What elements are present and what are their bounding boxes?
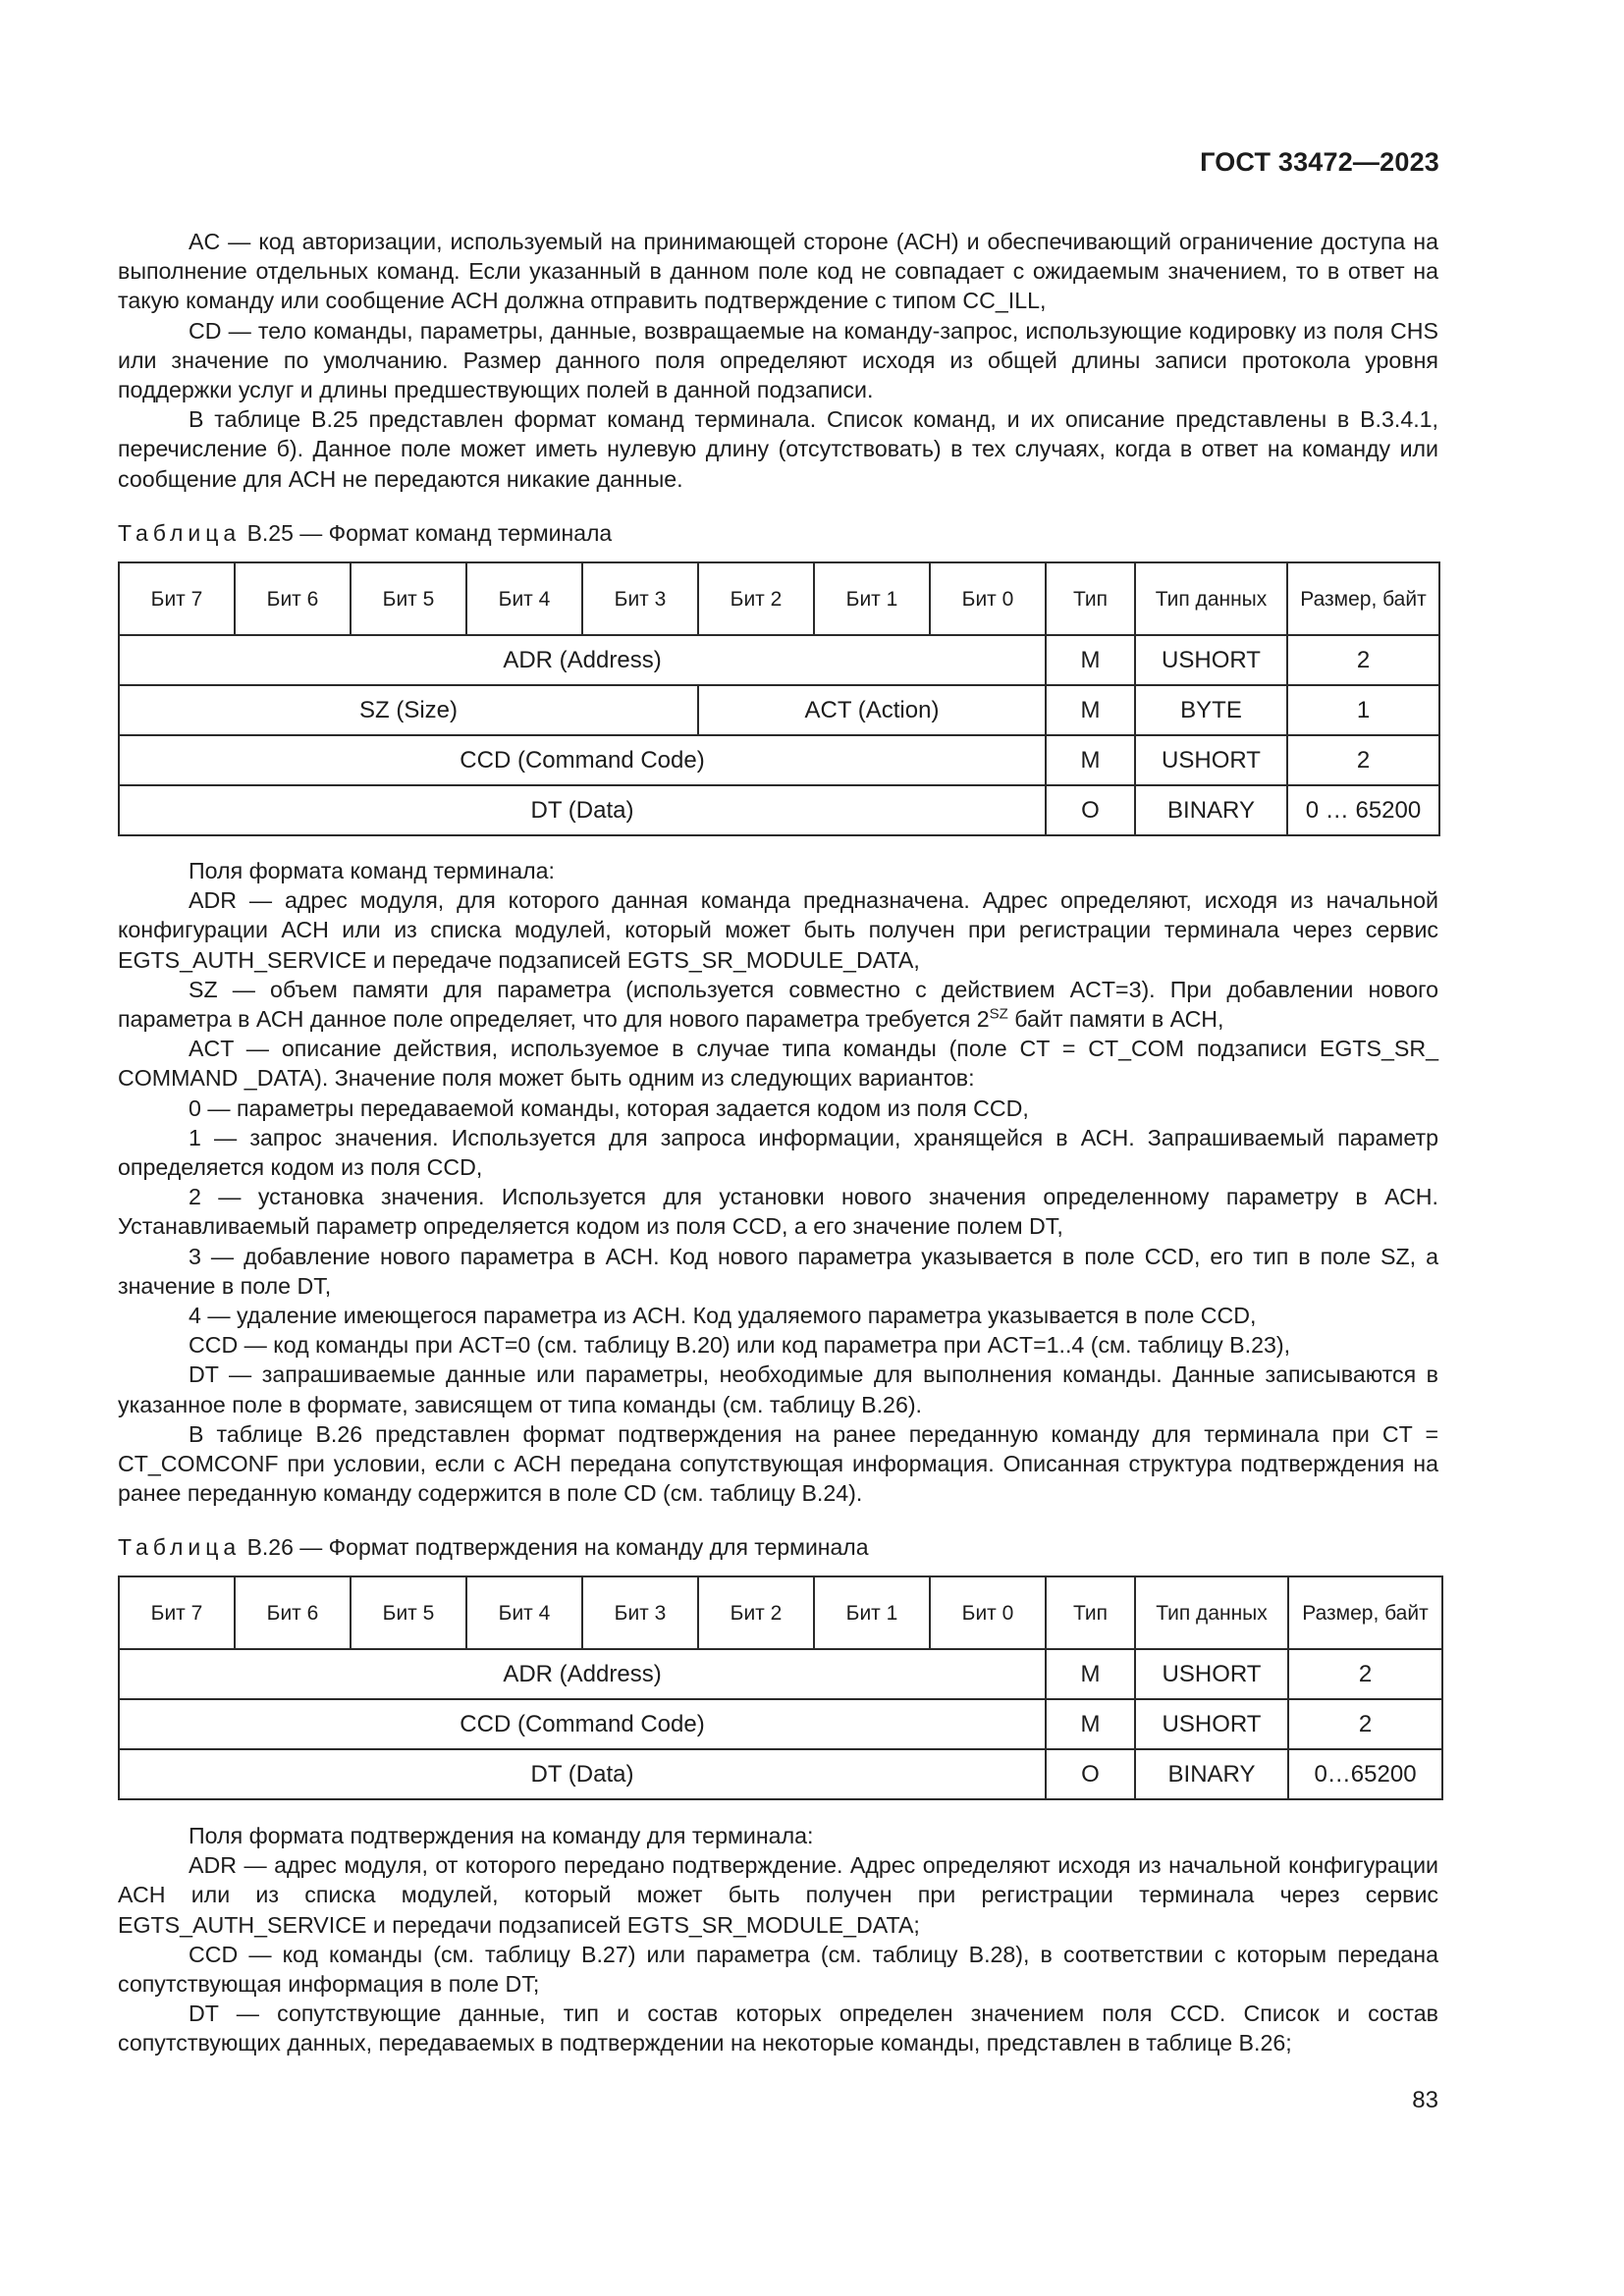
table-row [119, 685, 1439, 735]
data-type-cell: BINARY [1135, 1749, 1288, 1799]
fields-26-title: Поля формата подтверждения на команду для терминала: [189, 1823, 814, 1848]
table-26-caption-word: Таблица [118, 1534, 242, 1560]
type-cell: M [1046, 1699, 1135, 1749]
table-26-caption-text: В.26 — Формат подтверждения на команду для терминала [246, 1534, 869, 1560]
sz-superscript: SZ [989, 1005, 1008, 1023]
type-cell: M [1046, 1649, 1135, 1699]
size-cell: 0…65200 [1288, 1749, 1442, 1799]
header-cell: Бит 3 [582, 562, 698, 635]
header-cell: Бит 6 [235, 562, 351, 635]
table-25-caption-word: Таблица [118, 520, 242, 546]
field-cell: DT (Data) [119, 1749, 1046, 1799]
paragraph-ccd: CCD — код команды при ACT=0 (см. таблицу В.20) или код параметра при ACT=1..4 (см. таблицу В.23), [189, 1332, 1291, 1359]
header-cell: Бит 6 [235, 1576, 351, 1649]
paragraph-cd: CD — тело команды, параметры, данные, возвращаемые на команду-запрос, использующие кодировку из поля CHS или значение по умолчанию. Размер данного поля определяют исходя из общей длины записи протокола уровня поддержки услуг и длины предшествующих полей в данной подзаписи. [118, 317, 1438, 403]
header-cell: Размер, байт [1287, 562, 1439, 635]
header-cell: Тип [1046, 1576, 1135, 1649]
paragraph-act-4: 4 — удаление имеющегося параметра из АСН. Код удаляемого параметра указывается в поле CCD, [189, 1303, 1257, 1329]
paragraph-adr: ADR — адрес модуля, для которого данная команда предназначена. Адрес определяют, исходя из начальной конфигурации АСН или из списка модулей, который может быть получен при регистрации терминала через сервис EGTS_AUTH_SERVICE и передаче подзаписей EGTS_SR_MODULE_DATA, [118, 887, 1438, 973]
paragraph-ccd-26: CCD — код команды (см. таблицу В.27) или параметра (см. таблицу В.28), в соответствии с которым передана сопутствующая информация в поле DT; [118, 1941, 1438, 1998]
document-code-header: ГОСТ 33472—2023 [1200, 147, 1439, 177]
field-cell: ADR (Address) [119, 635, 1046, 685]
sz-text-end: байт памяти в АСН, [1007, 1006, 1224, 1033]
table-26-header-row [119, 1576, 1442, 1649]
table-25-header-row [119, 562, 1439, 635]
paragraph-act-2: 2 — установка значения. Используется для установки нового значения определенному параметру в АСН. Устанавливаемый параметр определяется кодом из поля CCD, а его значение полем DT, [118, 1184, 1438, 1240]
table-row [119, 635, 1439, 685]
header-cell: Бит 0 [930, 1576, 1046, 1649]
header-cell: Бит 4 [466, 562, 582, 635]
header-cell: Бит 0 [930, 562, 1046, 635]
header-cell: Бит 1 [814, 562, 930, 635]
header-cell: Бит 1 [814, 1576, 930, 1649]
intro-text [118, 227, 1438, 494]
size-cell: 2 [1288, 1649, 1442, 1699]
fields-25-title: Поля формата команд терминала: [189, 858, 556, 883]
data-type-cell: BYTE [1135, 685, 1287, 735]
field-cell: ADR (Address) [119, 1649, 1046, 1699]
table-26-caption [118, 1534, 869, 1561]
type-cell: M [1046, 685, 1135, 735]
sz-text: SZ — объем памяти для параметра (используется совместно с действием ACT=3). При добавлении нового параметра в АСН данное поле определяет, что для нового параметра требуется 2 [118, 976, 1438, 1033]
header-cell: Бит 2 [698, 562, 814, 635]
paragraph-sz [118, 975, 1438, 1034]
data-type-cell: USHORT [1135, 735, 1287, 785]
data-type-cell: USHORT [1135, 1699, 1288, 1749]
header-cell: Размер, байт [1288, 1576, 1442, 1649]
table-25-fields-text [118, 856, 1438, 1508]
size-cell: 2 [1287, 635, 1439, 685]
table-row [119, 735, 1439, 785]
size-cell: 0 … 65200 [1287, 785, 1439, 835]
data-type-cell: USHORT [1135, 1649, 1288, 1699]
size-cell: 1 [1287, 685, 1439, 735]
field-cell: ACT (Action) [698, 685, 1046, 735]
header-cell: Бит 5 [351, 562, 466, 635]
data-type-cell: BINARY [1135, 785, 1287, 835]
paragraph-dt-26: DT — сопутствующие данные, тип и состав которых определен значением поля CCD. Список и состав сопутствующих данных, передаваемых в подтверждении на некоторые команды, представлен в таблице В.26; [118, 2001, 1438, 2056]
table-row [119, 1649, 1442, 1699]
field-cell: CCD (Command Code) [119, 1699, 1046, 1749]
type-cell: O [1046, 785, 1135, 835]
table-25-caption [118, 520, 612, 547]
field-cell: CCD (Command Code) [119, 735, 1046, 785]
paragraph-act-0: 0 — параметры передаваемой команды, которая задается кодом из поля CCD, [189, 1095, 1029, 1121]
paragraph-table-26-intro: В таблице В.26 представлен формат подтверждения на ранее переданную команду для терминала при CT = CT_COMCONF при условии, если с АСН передана сопутствующая информация. Описанная структура подтверждения на ранее переданную команду содержится в поле CD (см. таблицу В.24). [118, 1420, 1438, 1507]
paragraph-table-25-intro: В таблице В.25 представлен формат команд терминала. Список команд, и их описание представлены в В.3.4.1, перечисление б). Данное поле может иметь нулевую длину (отсутствовать) в тех случаях, когда в ответ на команду или сообщение для АСН не передаются никакие данные. [118, 406, 1438, 492]
paragraph-act: ACT — описание действия, используемое в случае типа команды (поле CT = CT_COM подзаписи EGTS_SR_ COMMAND _DATA). Значение поля может быть одним из следующих вариантов: [118, 1036, 1438, 1092]
table-26 [118, 1575, 1443, 1800]
table-25-caption-text: В.25 — Формат команд терминала [246, 520, 613, 546]
table-row [119, 1749, 1442, 1799]
paragraph-act-1: 1 — запрос значения. Используется для запроса информации, хранящейся в АСН. Запрашиваемый параметр определяется кодом из поля CCD, [118, 1124, 1438, 1181]
paragraph-act-3: 3 — добавление нового параметра в АСН. Код нового параметра указывается в поле CCD, его тип в поле SZ, а значение в поле DT, [118, 1243, 1438, 1299]
type-cell: O [1046, 1749, 1135, 1799]
header-cell: Бит 5 [351, 1576, 466, 1649]
field-cell: DT (Data) [119, 785, 1046, 835]
paragraph-ac: AC — код авторизации, используемый на принимающей стороне (АСН) и обеспечивающий ограничение доступа на выполнение отдельных команд. Если указанный в данном поле код не совпадает с ожидаемым значением, то в ответ на такую команду или сообщение АСН должна отправить подтверждение с типом CC_ILL, [118, 229, 1438, 314]
header-cell: Тип данных [1135, 1576, 1288, 1649]
table-row [119, 785, 1439, 835]
size-cell: 2 [1288, 1699, 1442, 1749]
paragraph-adr-26: ADR — адрес модуля, от которого передано подтверждение. Адрес определяют исходя из начальной конфигурации АСН или из списка модулей, который может быть получен при регистрации терминала через сервис EGTS_AUTH_SERVICE и передачи подзаписей EGTS_SR_MODULE_DATA; [118, 1852, 1438, 1938]
header-cell: Бит 7 [119, 562, 235, 635]
table-26-fields-text [118, 1821, 1438, 2058]
header-cell: Бит 3 [582, 1576, 698, 1649]
header-cell: Бит 2 [698, 1576, 814, 1649]
header-cell: Тип [1046, 562, 1135, 635]
data-type-cell: USHORT [1135, 635, 1287, 685]
header-cell: Тип данных [1135, 562, 1287, 635]
header-cell: Бит 4 [466, 1576, 582, 1649]
table-row [119, 1699, 1442, 1749]
type-cell: M [1046, 635, 1135, 685]
field-cell: SZ (Size) [119, 685, 698, 735]
paragraph-dt: DT — запрашиваемые данные или параметры, необходимые для выполнения команды. Данные записываются в указанное поле в формате, зависящем от типа команды (см. таблицу В.26). [118, 1362, 1438, 1417]
size-cell: 2 [1287, 735, 1439, 785]
page-number: 83 [1412, 2087, 1438, 2113]
header-cell: Бит 7 [119, 1576, 235, 1649]
table-25 [118, 561, 1440, 836]
type-cell: M [1046, 735, 1135, 785]
